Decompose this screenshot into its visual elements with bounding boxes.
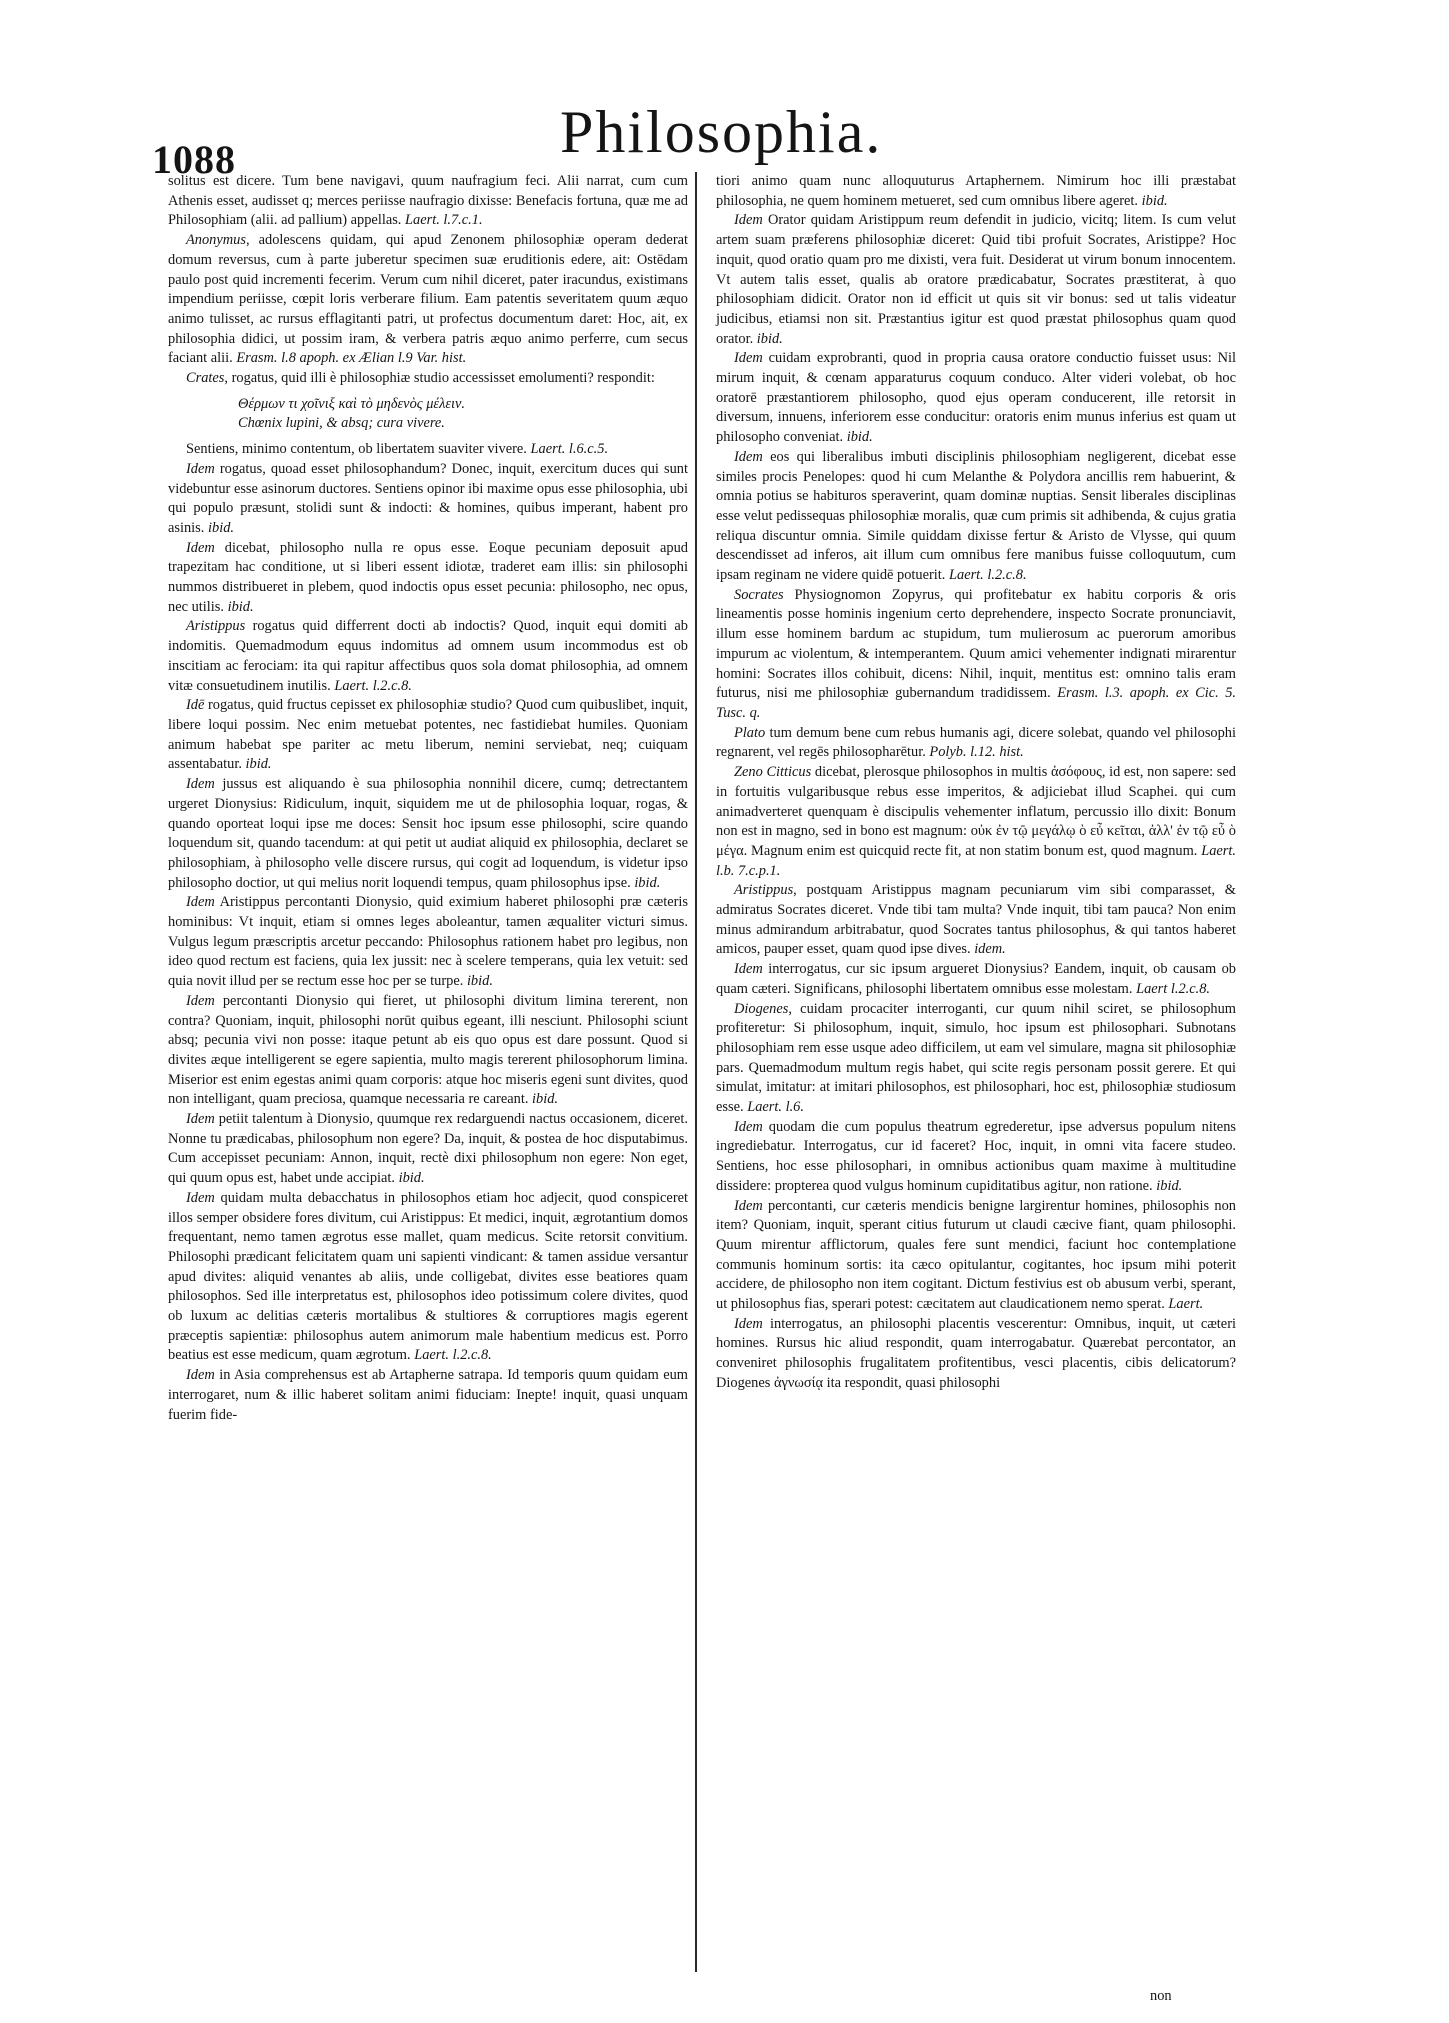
- entry: Idem Orator quidam Aristippum reum defendit in judicio, vicitq; litem. Is cum velut artem suam præferens philosophiæ diceret: Quid tibi profuit Socrates, Aristippe? Hoc inquit, quod oratio quam pro me dixisti, vera fuit. Desiderat ut virum bonum innocentem. Vt autem talis esset, qualis ab oratore prædicabatur, Socrates præstiterat, à quo philosophiam didicit. Orator non id efficit ut quis sit vir bonus: sed ut talis videatur judicibus, etiamsi non sit. Præstantius igitur est quod præstat philosophus quam quod orator. ibid.: [716, 212, 1236, 347]
- running-head: Philosophia.: [560, 99, 883, 165]
- entry: tiori animo quam nunc alloquuturus Artaphernem. Nimirum hoc illi præstabat philosophia, ne quem hominem metueret, sed cum omnibus libere ageret. ibid.: [716, 173, 1236, 209]
- entry: Idem quodam die cum populus theatrum egrederetur, ipse adversus populum nitens ingrediebatur. Interrogatus, cur id faceret? Hoc, inquit, in omni vita facere studeo. Sentiens, hoc esse philosophari, in omnibus actionibus quam maxime à multitudine dissidere: propterea quod vulgus hominum cupiditatibus agitur, non ratione. ibid.: [716, 1118, 1236, 1194]
- entry: Idem percontanti Dionysio qui fieret, ut philosophi divitum limina tererent, non contra? Quoniam, inquit, philosophi norūt quibus egeant, illi nesciunt. Philosophi sciunt absq; pecunia vivi non posse: itaque petunt ab eis quo opus est dare possunt. Quod si divites æque intelligerent se egere sapientia, multo magis tererent philosophorum limina. Miserior est enim egestas animi quam corporis: atque hoc miseris egeni sunt divites, quod non intelligant, quam preciosa, quamque necessaria re careant. ibid.: [168, 992, 688, 1108]
- entry: Aristippus rogatus quid differrent docti ab indoctis? Quod, inquit equi domiti ab indomitis. Quemadmodum equus indomitus ad omnem usum incommodus est ob inscitiam ac ferociam: ita qui rapitur affectibus quos sola domat philosophia, ad omnem vitæ consuetudinem inutilis. Laert. l.2.c.8.: [168, 618, 688, 694]
- entry: Idem jussus est aliquando è sua philosophia nonnihil dicere, cumq; detrectantem urgeret Dionysius: Ridiculum, inquit, siquidem me ut de philosophia loquar, rogas, & quando oporteat loqui ipse me doces: Sensit hoc ipsum esse philosophi, scire quando loquendum sit, quando tacendum: at qui petit ut audiat aliquid ex philosophia, declaret se philosophiam, à philosopho velle discere rursus, qui cogit ad loquendum, is videtur ipso philosopho doctior, ut qui melius norit loquendi tempus, quam philosophus ipse. ibid.: [168, 776, 688, 891]
- catchword: non: [1150, 1988, 1172, 2004]
- page-number: 1088: [152, 137, 236, 182]
- greek-verse: [238, 395, 688, 434]
- entry: Idē rogatus, quid fructus cepisset ex philosophiæ studio? Quod cum quibuslibet, inquit, libere loqui possim. Nec enim metuebat potentes, nec fastidiebat humiles. Quoniam animum habebat spe pariter ac metu liberum, nemini serviebat, neq; cuiquam assentabatur. ibid.: [168, 697, 689, 773]
- entry: Anonymus, adolescens quidam, qui apud Zenonem philosophiæ operam dederat domum reversus, cum à parte juberetur specimen suæ eruditionis edere, ait: Ostēdam paulo post quid incrementi fecerim. Verum cum nihil diceret, pater iracundus, existimans impendium periisse, cœpit loris verberare filium. Eam patentis severitatem quum æquo animo tulisset, ac rursus efflagitanti patri, ut profectus documentum daret: Hoc, ait, ex philosophia didici, ut possim iram, & verbera patris æquo animo perferre, cum secus faciant alii. Erasm. l.8 apoph. ex Ælian l.9 Var. hist.: [168, 232, 688, 367]
- entry: Idem quidam multa debacchatus in philosophos etiam hoc adjecit, quod conspiceret illos semper obsidere fores divitum, cui Aristippus: Et medici, inquit, ægrotantium domos frequentant, nemo tamen ægrotus esse mallet, quam medicus. Scite retorsit convitium. Philosophi prædicant felicitatem quam uni sapienti vindicant: & tamen assidue versantur apud divites: aliquid venantes ab aliis, unde colligebat, divites esse beatiores quam philosophos. Sed ille interpretatus est, philosophos ideo potissimum colere divites, quod ob luxum ac delitias cæteris mortalibus & stultiores & corruptiores magis egerent præceptis sapientiæ: philosophus autem animorum male habentium medicus est. Porro beatius est esse medicum, quam ægrotum. Laert. l.2.c.8.: [168, 1189, 688, 1364]
- entry: Idem dicebat, philosopho nulla re opus esse. Eoque pecuniam deposuit apud trapezitam hac conditione, ut si liberi essent idiotæ, traderet eam illis: sin philosophi nummos distribueret in plebem, quod indoctis opus esset pecunia: philosopho, nec opus, nec utilis. ibid.: [168, 539, 688, 615]
- entry: Idem rogatus, quoad esset philosophandum? Donec, inquit, exercitum duces qui sunt videbuntur esse asinorum ductores. Sentiens opinor ibi maxime opus esse philosophia, ubi qui populo præsunt, stolidi sunt & indocti: & homines, quibus imperant, habent pro asinis. ibid.: [168, 460, 688, 536]
- entry: Idem interrogatus, cur sic ipsum argueret Dionysius? Eandem, inquit, ob causam ob quam cæteri. Significans, philosophi libertatem omnibus esse molestam. Laert l.2.c.8.: [716, 961, 1236, 997]
- entry: Idem cuidam exprobranti, quod in propria causa oratore conductio fuisset usus: Nil mirum inquit, & cœnam apparaturus coquum conduco. Alter videri volebat, ob hoc oratorē præstantiorem philosopho, quod ejus operam conducerent, ille retorsit in diversum, innuens, inferiorem esse conducitur: oratoris enim munus inferius est quam ut philosopho conveniat. ibid.: [716, 350, 1236, 446]
- entry: Idem petiit talentum à Dionysio, quumque rex redarguendi nactus occasionem, diceret. Nonne tu prædicabas, philosophum non egere? Da, inquit, & postea de hoc disputabimus. Cum accepisset pecuniam: Annon, inquit, rectè dixi philosophum non egere: Non eget, qui quum opus est, habet unde accipiat. ibid.: [168, 1111, 688, 1187]
- left-column: [168, 172, 688, 1425]
- entry: Idem Aristippus percontanti Dionysio, quid eximium haberet philosophi præ cæteris hominibus: Vt inquit, etiam si omnes leges aboleantur, tamen æqualiter victuri simus. Vulgus legum præscriptis arcetur peccando: Philosophus rationem habet pro legibus, non ideo quod rectum est faciens, quia lex jussit: nec à scelere temperans, quia lex vetuit: sed quia novit illud per se rectum esse hoc per se turpe. ibid.: [168, 894, 688, 990]
- right-column: [716, 172, 1236, 1394]
- entry: Idem percontanti, cur cæteris mendicis benigne largirentur homines, philosophis non item? Quoniam, inquit, sperant citius futurum ut claudi cæcive fiant, quam philosophi. Quum mirentur afflictorum, quales fere sunt mendici, faciunt hoc contemplatione communis hominum sortis: ita cæco opitulantur, cogitantes, hoc ipsum mihi poterit accidere, de philosopho non item cogitant. Dictum festivius est ob abusum verbi, sperant, ut philosophus fias, sperari potest: cæcitatem aut claudicationem nemo sperat. Laert.: [716, 1197, 1236, 1313]
- entry: Crates, rogatus, quid illi è philosophiæ studio accessisset emolumenti? respondit:: [186, 370, 655, 387]
- entry: Idem in Asia comprehensus est ab Artapherne satrapa. Id temporis quum quidam eum interrogaret, num & illic haberet solitam animi fiduciam: Inepte! inquit, quasi unquam fuerim fide-: [168, 1367, 688, 1423]
- entry: Sentiens, minimo contentum, ob libertatem suaviter vivere. Laert. l.6.c.5.: [186, 441, 609, 458]
- entry: Idem interrogatus, an philosophi placentis vescerentur: Omnibus, inquit, ut cæteri homines. Rursus hic aliud respondit, quam interrogabatur. Quærebat percontator, an conveniret philosophis frugalitatem profitentibus, vesci placentis, cibis delicatorum? Diogenes ἀγνωσίᾳ ita respondit, quasi philosophi: [716, 1315, 1236, 1391]
- entry: Zeno Citticus dicebat, plerosque philosophos in multis ἀσόφους, id est, non sapere: sed in fortuitis vulgaribusque rebus esse imperitos, & adjiciebat illud Scaphei. qui cum animadverteret quenquam è discipulis vehementer inflatum, percussio illo dixit: Bonum non est in magno, sed in bono est magnum: οὐκ ἐν τῷ μεγάλῳ ὸ εὖ κεῖται, ἀλλ' ἐν τῷ εὖ ὸ μέγα. Magnum enim est quicquid recte fit, at non statim bonum est, quod magnum. Laert. l.b. 7.c.p.1.: [716, 764, 1236, 879]
- entry: Socrates Physiognomon Zopyrus, qui profitebatur ex habitu corporis & oris lineamentis posse hominis ingenium certo deprehendere, inspecto Socrate pronunciavit, illum esse hominem bardum ac stupidum, tum mulierosum ac puerorum amoribus impurum ac violentum, & intemperantem. Quum amici vehementer indignati mirarentur homini: Socrates illos cohibuit, dicens: Nihil, inquit, mentitus est: omnino talis eram futurus, nisi me philosophiæ gubernandum tradidissem. Erasm. l.3. apoph. ex Cic. 5. Tusc. q.: [716, 586, 1236, 721]
- entry: Aristippus, postquam Aristippus magnam pecuniarum vim sibi comparasset, & admiratus Socrates diceret. Vnde tibi tam multa? Vnde inquit, tibi tam pauca? Non enim minus admirandum arbitrabatur, quod Socrates tantus philosophus, & qui tantos haberet amicos, pauper esset, quam quod ipse dives. idem.: [716, 882, 1236, 958]
- entry: solitus est dicere. Tum bene navigavi, quum naufragium feci. Alii narrat, cum cum Athenis esset, audisset q; merces periisse naufragio dixisse: Benefacis fortuna, quæ me ad Philosophiam (alii. ad pallium) appellas. Laert. l.7.c.1.: [168, 173, 688, 229]
- entry: Idem eos qui liberalibus imbuti disciplinis philosophiam negligerent, dicebat esse similes procis Penelopes: quod hi cum Melanthe & Polydora ancillis rem habuerint, & omnia potius se habituros speraverint, quam dominæ nuptias. Sensit liberales disciplinas esse velut pedissequas philosophiæ moralis, quæ cum primis sit adhibenda, & cujus gratia reliqua discuntur omnia. Simile quiddam dixisse fertur & Aristo de Vlysse, qui quum descendisset ad inferos, ait illum cum omnibus fere manibus fuisse colloquutum, cum ipsam reginam ne videre quidē potuerit. Laert. l.2.c.8.: [716, 448, 1236, 584]
- entry: Plato tum demum bene cum rebus humanis agi, dicere solebat, quando vel philosophi regnarent, vel regēs philosopharētur. Polyb. l.12. hist.: [716, 724, 1236, 761]
- entry: Diogenes, cuidam procaciter interroganti, cur quum nihil sciret, se philosophum profiteretur: Si philosophum, inquit, simulo, hoc ipsum est philosophari. Subnotans philosophiam rem esse usque adeo difficilem, ut eam vel simulare, magna sit philosophiæ pars. Quemadmodum multum regis habet, qui scite regis personam possit gerere. Et qui simulat, imitatur: at imitari philosophos, est philosophari, hoc est, philosophiæ studiosum esse. Laert. l.6.: [716, 1000, 1236, 1116]
- column-rule: [695, 172, 697, 1972]
- verse-latin: Chœnix lupini, & absq; cura vivere.: [238, 415, 445, 432]
- verse-greek: Θέρμων τι χοῖνιξ καὶ τὸ μηδενὸς μέλειν.: [238, 395, 465, 412]
